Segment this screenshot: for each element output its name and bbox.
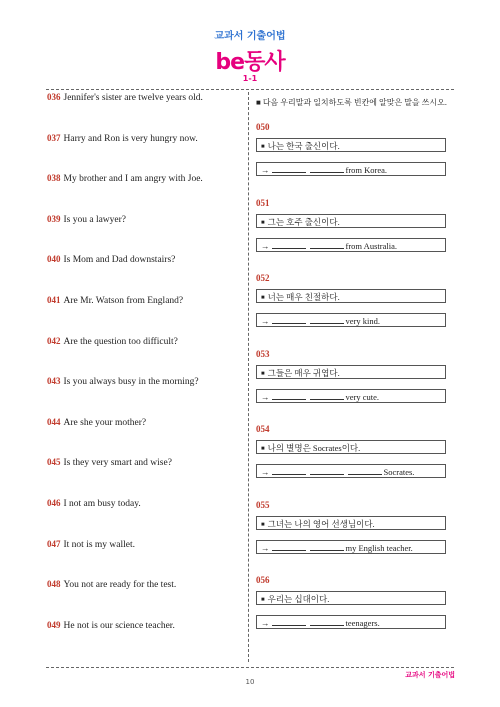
correction-item bbox=[47, 214, 126, 225]
correction-item bbox=[47, 336, 178, 347]
korean-prompt-box bbox=[256, 365, 446, 379]
korean-prompt: 우리는 십대이다. bbox=[267, 594, 330, 604]
answer-blank[interactable] bbox=[272, 390, 306, 400]
korean-prompt-box bbox=[256, 289, 446, 303]
answer-box[interactable] bbox=[256, 162, 446, 176]
item-number: 049 bbox=[47, 619, 61, 630]
item-number: 048 bbox=[47, 579, 61, 590]
correction-item bbox=[47, 498, 141, 509]
korean-prompt: 나의 별명은 Socrates이다. bbox=[267, 443, 361, 453]
correction-item bbox=[47, 417, 146, 428]
answer-blank[interactable] bbox=[310, 314, 344, 324]
exercise-number: 050 bbox=[256, 122, 270, 132]
answer-blank[interactable] bbox=[272, 541, 306, 551]
answer-completion: Socrates. bbox=[383, 467, 415, 477]
item-sentence: My brother and I am angry with Joe. bbox=[63, 174, 203, 185]
answer-blank[interactable] bbox=[348, 465, 382, 475]
answer-box[interactable] bbox=[256, 464, 446, 478]
item-sentence: You not are ready for the test. bbox=[63, 580, 177, 591]
page-number: 10 bbox=[245, 678, 255, 686]
korean-prompt-box bbox=[256, 214, 446, 228]
arrow-icon: → bbox=[261, 165, 270, 175]
item-sentence: Are Mr. Watson from England? bbox=[63, 296, 184, 306]
bullet-square-icon: ■ bbox=[261, 521, 265, 528]
answer-box[interactable] bbox=[256, 313, 446, 327]
item-number: 037 bbox=[47, 132, 61, 143]
item-sentence: Are the question too difficult? bbox=[63, 336, 178, 347]
korean-prompt-box bbox=[256, 591, 446, 605]
korean-prompt-box bbox=[256, 516, 446, 530]
bullet-square-icon: ■ bbox=[261, 295, 265, 302]
correction-item bbox=[47, 376, 199, 387]
answer-completion: very cute. bbox=[345, 391, 380, 402]
correction-item bbox=[47, 173, 203, 184]
item-number: 041 bbox=[47, 295, 61, 305]
correction-item bbox=[47, 620, 175, 631]
exercise-number: 054 bbox=[256, 424, 270, 434]
item-number: 044 bbox=[47, 416, 61, 427]
unit-number: 1-1 bbox=[242, 74, 258, 83]
answer-blank[interactable] bbox=[310, 390, 344, 400]
exercise-number: 055 bbox=[256, 499, 270, 510]
arrow-icon: → bbox=[261, 467, 270, 477]
column-divider bbox=[248, 92, 249, 662]
item-sentence: Is you always busy in the morning? bbox=[63, 377, 199, 388]
answer-box[interactable] bbox=[256, 389, 446, 403]
item-sentence: Is Mom and Dad downstairs? bbox=[63, 255, 176, 266]
answer-blank[interactable] bbox=[310, 541, 344, 551]
correction-item bbox=[47, 539, 135, 550]
correction-item bbox=[47, 295, 183, 306]
answer-blank[interactable] bbox=[272, 239, 306, 249]
footer-brand: 교과서 기출어법 bbox=[405, 671, 455, 679]
item-number: 045 bbox=[47, 457, 61, 468]
arrow-icon: → bbox=[261, 391, 270, 402]
instruction-text: ■ 다음 우리말과 일치하도록 빈칸에 알맞은 말을 쓰시오. bbox=[256, 98, 447, 107]
korean-prompt: 그녀는 나의 영어 선생님이다. bbox=[267, 518, 375, 529]
answer-blank[interactable] bbox=[310, 163, 344, 173]
item-sentence: Is you a lawyer? bbox=[63, 214, 127, 225]
answer-completion: very kind. bbox=[345, 316, 380, 326]
exercise-number: 052 bbox=[256, 273, 270, 283]
exercise-number: 053 bbox=[256, 348, 270, 359]
item-number: 043 bbox=[47, 376, 61, 387]
korean-prompt: 너는 매우 친절하다. bbox=[267, 292, 340, 302]
item-number: 047 bbox=[47, 538, 61, 549]
korean-prompt-box bbox=[256, 138, 446, 152]
answer-box[interactable] bbox=[256, 540, 446, 554]
exercise-number: 051 bbox=[256, 197, 270, 208]
answer-blank[interactable] bbox=[310, 465, 344, 475]
correction-item bbox=[47, 254, 175, 265]
answer-blank[interactable] bbox=[272, 616, 306, 626]
answer-completion: teenagers. bbox=[345, 618, 380, 628]
correction-item bbox=[47, 579, 176, 590]
arrow-icon: → bbox=[261, 542, 270, 553]
bullet-square-icon: ■ bbox=[261, 219, 265, 226]
item-number: 040 bbox=[47, 254, 61, 265]
page-title: be동사 bbox=[215, 50, 285, 75]
korean-prompt-box bbox=[256, 440, 446, 454]
item-number: 042 bbox=[47, 335, 61, 346]
answer-blank[interactable] bbox=[272, 163, 306, 173]
bullet-square-icon: ■ bbox=[261, 597, 265, 604]
item-sentence: I not am busy today. bbox=[63, 499, 141, 509]
korean-prompt: 나는 한국 출신이다. bbox=[267, 141, 340, 151]
answer-blank[interactable] bbox=[310, 616, 344, 626]
top-divider bbox=[46, 89, 454, 90]
bottom-divider bbox=[46, 667, 454, 668]
correction-item bbox=[47, 457, 172, 468]
arrow-icon: → bbox=[261, 240, 270, 251]
answer-blank[interactable] bbox=[272, 465, 306, 475]
answer-box[interactable] bbox=[256, 615, 446, 629]
book-subtitle: 교과서 기출어법 bbox=[214, 31, 286, 42]
item-sentence: Harry and Ron is very hungry now. bbox=[63, 133, 198, 144]
item-number: 036 bbox=[47, 92, 61, 102]
item-number: 038 bbox=[47, 173, 61, 184]
answer-blank[interactable] bbox=[310, 239, 344, 249]
correction-item bbox=[47, 133, 198, 144]
item-sentence: Is they very smart and wise? bbox=[63, 458, 172, 469]
answer-completion: my English teacher. bbox=[345, 542, 413, 553]
answer-blank[interactable] bbox=[272, 314, 306, 324]
bullet-square-icon: ■ bbox=[261, 446, 265, 453]
correction-item bbox=[47, 92, 203, 103]
korean-prompt: 그들은 매우 귀엽다. bbox=[267, 367, 340, 378]
item-sentence: He not is our science teacher. bbox=[63, 620, 175, 631]
answer-completion: from Australia. bbox=[345, 240, 397, 251]
item-sentence: Jennifer's sister are twelve years old. bbox=[63, 93, 203, 103]
arrow-icon: → bbox=[261, 618, 270, 628]
answer-completion: from Korea. bbox=[345, 165, 388, 175]
bullet-square-icon: ■ bbox=[261, 144, 265, 151]
exercise-number: 056 bbox=[256, 575, 270, 585]
item-sentence: Are she your mother? bbox=[63, 417, 147, 428]
korean-prompt: 그는 호주 출신이다. bbox=[267, 216, 340, 227]
arrow-icon: → bbox=[261, 316, 270, 326]
item-sentence: It not is my wallet. bbox=[63, 539, 136, 550]
item-number: 039 bbox=[47, 213, 61, 224]
answer-box[interactable] bbox=[256, 238, 446, 252]
bullet-square-icon: ■ bbox=[261, 370, 265, 377]
item-number: 046 bbox=[47, 498, 61, 508]
